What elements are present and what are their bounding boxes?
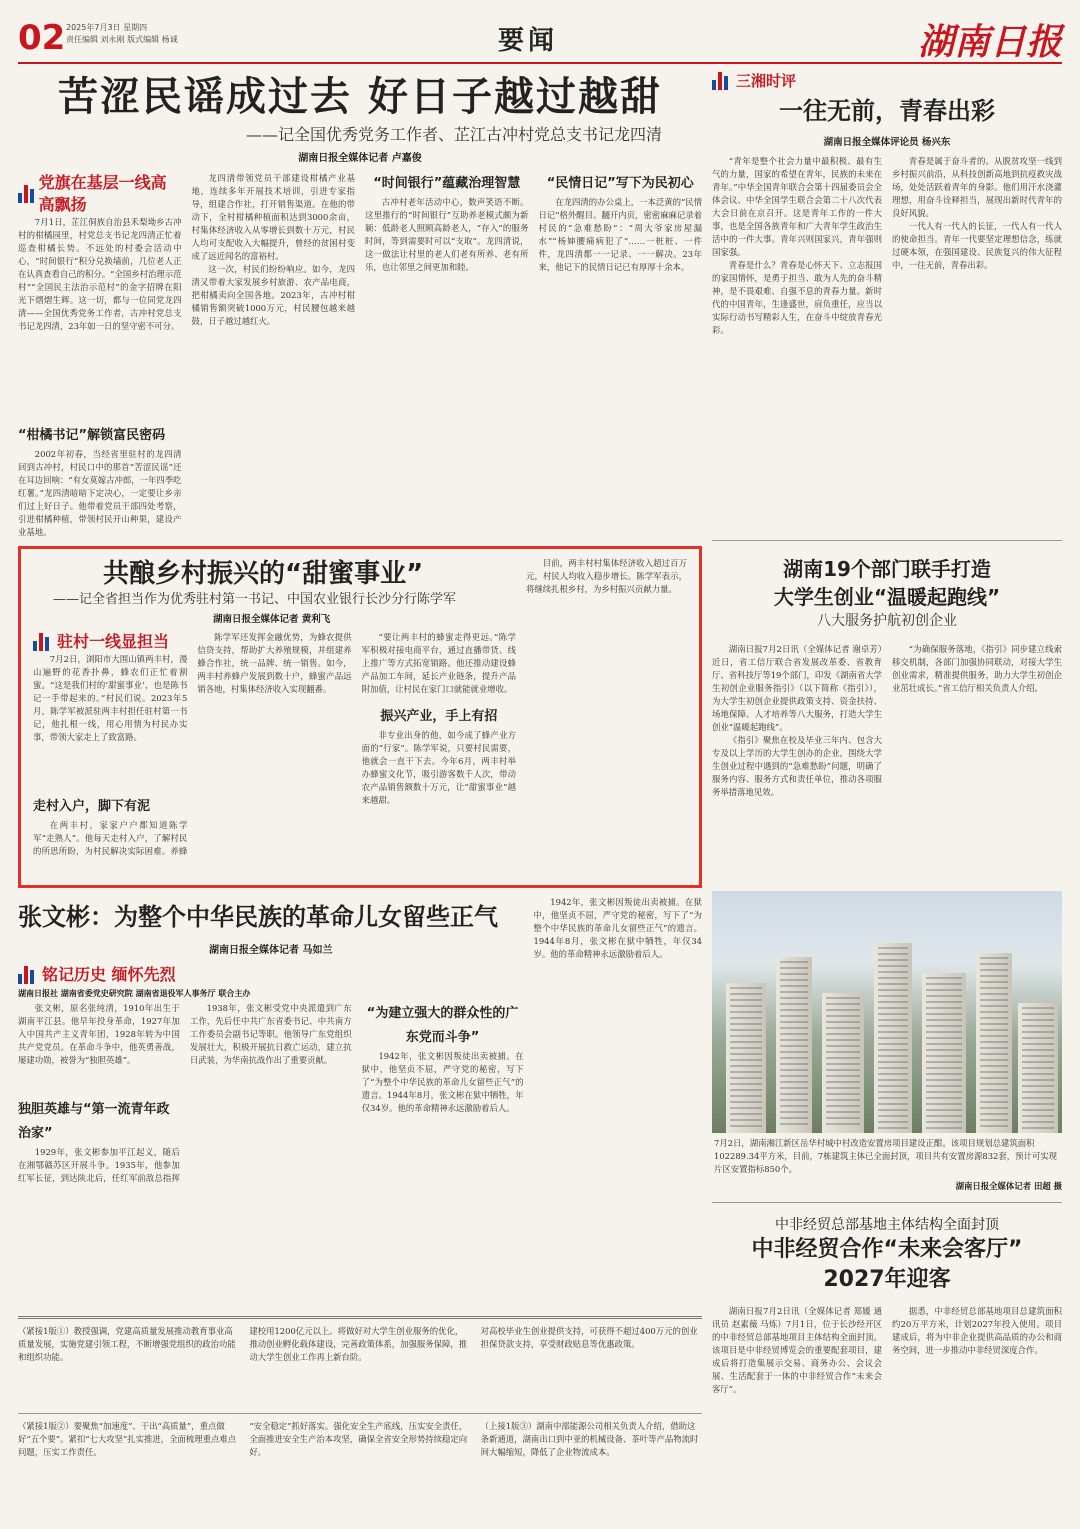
tag-label: 党旗在基层一线高高飘扬 (38, 173, 167, 214)
party-flag-icon (18, 185, 33, 203)
article-china-africa (712, 1203, 1062, 1455)
page-meta (66, 22, 178, 46)
subhead: 独胆英雄与“第一流青年政治家” (18, 1102, 170, 1141)
body-text: 1942年，张文彬因叛徒出卖被捕。在狱中，他坚贞不屈，严守党的秘密，写下了“为整个中华民族的革命儿女留些正气”的遗言。1944年8月，张文彬在狱中牺牲，年仅34岁。他的革命精神永远激励着后人。 (533, 897, 702, 959)
commentary-byline: 湖南日报全媒体评论员 杨兴东 (823, 137, 951, 148)
section-tag (18, 964, 524, 986)
photo-credit: 湖南日报全媒体记者 田超 摄 (955, 1181, 1062, 1191)
headline: 苦涩民谣成过去 好日子越过越甜 (58, 74, 662, 120)
headline: 大学生创业“温暖起跑线” (773, 585, 1001, 609)
body-column-3 (365, 172, 529, 544)
body-text: 青春是属于奋斗者的。从脱贫攻坚一线到乡村振兴前沿，从科技创新高地到抗疫救灾战场，处处活跃着青年的身影。他们用汗水浇灌理想，用奋斗诠释担当，展现出新时代青年的良好风貌。 一代人有一代人的长征，一代人有一代人的使命担当。青年一代要坚定理想信念，练就过硬本领，在强国建设、民族复兴的伟大征程中，一往无前，青春出彩。 (892, 156, 1062, 270)
article-zhangwenbin (18, 896, 702, 1183)
jumps-section (18, 1316, 702, 1514)
subhead: “柑橘书记”解锁富民密码 (18, 428, 166, 443)
body-column-4 (539, 172, 703, 544)
commentary (712, 70, 1062, 540)
body-column-4 (526, 557, 687, 877)
body-text: 非专业出身的他，如今成了蜂产业方面的“行家”。陈学军说，只要村民需要，他就会一直干下去。今年6月，两丰村举办蜂蜜文化节，吸引游客数千人次，带动农产品销售额数十万元，让“甜蜜事业”越来越甜。 (361, 730, 516, 805)
right-column (712, 70, 1062, 1455)
kicker: 中非经贸总部基地主体结构全面封顶 (775, 1217, 999, 1233)
headline: 湖南19个部门联手打造 (783, 557, 991, 581)
page-number: 02 (18, 18, 66, 58)
body-column-1 (18, 172, 182, 544)
headline: 2027年迎客 (823, 1267, 951, 1292)
jump-text: （紧接1版①）教授强调，党建高质量发展推动教育事业高质量发展，实施党建引领工程，不断增强党组织的政治功能和组织功能。 (18, 1326, 236, 1362)
byline: 湖南日报全媒体记者 卢嘉俊 (298, 153, 422, 164)
article-body (18, 172, 702, 537)
body-text: 在两丰村，家家户户都知道陈学军“走熟人”。他每天走村入户，了解村民的所思所盼，为村民解决实际困难。养蜂 (33, 820, 188, 856)
tag-label: 铭记历史 缅怀先烈 (42, 965, 176, 984)
building (1018, 1003, 1058, 1133)
body-text: 古冲村老年活动中心，数声笑语不断。这里推行的“时间银行”互助养老模式颇为新颖：低龄老人照顾高龄老人，“存入”的服务时间，等到需要时可以“支取”。龙四清说，这一做法让村里的老人们老有所养、老有所乐，也让邻里之间更加和睦。 (365, 197, 529, 272)
body-text: 据悉，中非经贸总部基地项目总建筑面积约20万平方米，计划2027年投入使用。项目建成后，将为中非企业提供高品质的办公和商务空间，进一步推动中非经贸深度合作。 (892, 1306, 1062, 1355)
body-text: 张文彬，原名张纯清，1910年出生于湖南平江县。他早年投身革命，1927年加入中国共产主义青年团，1928年转为中国共产党党员。在革命斗争中，他英勇善战，屡建功勋，被誉为“独胆英雄”。 (18, 1003, 180, 1065)
body-text: 湖南日报7月2日讯（全媒体记者 郑媛 通讯员 赵素薇 马炼）7月1日，位于长沙经开区的中非经贸总部基地项目主体结构全面封顶。该项目是中非经贸博览会的重要配套项目，建成后将打造集展示交易、商务办公、会议会展、生活配套于一体的中非经贸合作“未来会客厅”。 (712, 1306, 882, 1394)
body-text: 1938年，张文彬受党中央派遣到广东工作，先后任中共广东省委书记、中共南方工作委员会副书记等职。他领导广东党组织发展壮大，积极开展抗日救亡运动，建立抗日武装，为华南抗战作出了重要贡献。 (189, 1003, 352, 1065)
headline: 中非经贸合作“未来会客厅” (751, 1237, 1023, 1262)
tag-label: 三湘时评 (736, 72, 797, 90)
article-chenxuejun (18, 546, 702, 888)
date-line: 2025年7月3日 星期四 (66, 23, 148, 32)
building (726, 983, 766, 1133)
subhead: “时间银行”蕴藏治理智慧 (373, 176, 521, 191)
subhead: “为建立强大的群众性的广东党而斗争” (366, 1006, 519, 1045)
editors-line: 责任编辑 刘永刚 版式编辑 杨诚 (66, 35, 178, 44)
subtitle: ——记全省担当作为优秀驻村第一书记、中国农业银行长沙分行陈学军 (53, 592, 457, 607)
building (822, 993, 864, 1133)
building (922, 973, 966, 1133)
body-text: “青年是整个社会力量中最积极、最有生气的力量，国家的希望在青年，民族的未来在青年。”中华全国青年联合会第十四届委员会全体会议、中华全国学生联合会第二十八次代表大会日前在京召开。这是青年工作的一件大事，也是全国各族青年和广大青年学生政治生活中的一件大事。青年兴则国家兴，青年强则国家强。 青春是什么？青春是心怀天下、立志报国的家国情怀，是勇于担当、敢为人先的奋斗精神，是不畏艰难、自强不息的青春力量。新时代的中国青年，生逢盛世，肩负重任，应当以实际行动书写精彩人生，在奋斗中绽放青春光彩。 (712, 156, 882, 335)
party-flag-icon (18, 966, 36, 984)
body-text: “要让两丰村的蜂蜜走得更远。”陈学军积极对接电商平台，通过直播带货、线上推广等方式拓宽销路。他还推动建设蜂产品加工车间，延长产业链条，提升产品附加值，让村民在家门口就能就业增收。 (361, 632, 516, 694)
building (776, 957, 812, 1133)
body-text: 目前，两丰村村集体经济收入超过百万元，村民人均收入稳步增长。陈学军表示，将继续扎根乡村，为乡村振兴贡献力量。 (526, 558, 687, 594)
paper-logo: 湖南日报 (917, 21, 1062, 63)
article-longsiqing (18, 70, 702, 537)
building (874, 943, 912, 1133)
jump-text: 对高校毕业生创业提供支持，可获得不超过400万元的创业担保贷款支持，享受财政贴息等优惠政策。 (480, 1326, 698, 1349)
body-column-2 (197, 631, 351, 863)
section-tag (33, 631, 187, 653)
subhead: “民情日记”写下为民初心 (546, 176, 694, 191)
jump-text: 建校用1200亿元以上。将做好对大学生创业服务的优化，推动创业孵化载体建设，完善政策体系，加强服务保障，推动大学生创业工作再上新台阶。 (249, 1326, 468, 1362)
byline: 湖南日报全媒体记者 马如兰 (209, 945, 333, 956)
subtitle: ——记全国优秀党务工作者、芷江古冲村党总支书记龙四清 (245, 125, 662, 144)
credit-line: 湖南日报社 湖南省委党史研究院 湖南省退役军人事务厅 联合主办 (18, 989, 251, 998)
party-flag-icon (33, 633, 51, 651)
byline: 湖南日报全媒体记者 黄利飞 (213, 614, 331, 625)
subhead: 振兴产业，手上有招 (380, 709, 498, 724)
party-flag-icon (712, 72, 730, 90)
masthead (18, 12, 1062, 64)
headline: 张文彬：为整个中华民族的革命儿女留些正气 (18, 903, 498, 931)
body-column-1 (33, 631, 187, 863)
left-column (18, 70, 702, 537)
body-text: 陈学军还发挥金融优势，为蜂农提供信贷支持，帮助扩大养殖规模，并组建养蜂合作社，统一品牌、统一销售。如今，两丰村养蜂户发展到数十户，蜂蜜产品远销各地，村集体经济收入实现翻番。 (197, 632, 352, 694)
body-column-3 (362, 631, 516, 863)
body-text: 湖南日报7月2日讯（全媒体记者 谢卓芳）近日，省工信厅联合省发展改革委、省教育厅、省科技厅等19个部门，印发《湖南省大学生初创企业服务指引》（以下简称《指引》），为大学生初创企业提供政策支持、资金扶持、场地保障、人才培养等八大服务，打造大学生创业“温暖起跑线”。 《指引》聚焦在校及毕业三年内、包含大专及以上学历的大学生创办的企业，围绕大学生创业过程中遇到的“急难愁盼”问题，明确了服务内容、服务方式和责任单位，推动各项服务举措落地见效。 (712, 644, 882, 797)
subhead: 走村入户，脚下有泥 (33, 799, 151, 814)
subtitle: 八大服务护航初创企业 (817, 613, 957, 629)
body-text: “为确保服务落地，《指引》同步建立线索移交机制，各部门加强协同联动，对接大学生创业需求，精准提供服务，助力大学生初创企业茁壮成长。”省工信厅相关负责人介绍。 (892, 644, 1062, 693)
section-tag (18, 172, 182, 216)
jump-text: （上接1版③）湖南中部能源公司相关负责人介绍，借助这条新通道，湖南出口到中亚的机械设备、茶叶等产品物流时间大幅缩短，降低了企业物流成本。 (480, 1421, 699, 1457)
body-text: 7月2日，浏阳市大围山镇两丰村，漫山遍野的花香扑鼻，蜂农们正忙着割蜜。“这是我们村的‘甜蜜事业’，也是陈书记一手带起来的。”村民们说。2023年5月，陈学军被派驻两丰村担任驻村第一书记，他扎根一线，用心用情为村民办实事，带领大家走上了致富路。 (33, 654, 188, 742)
building (976, 953, 1012, 1133)
body-text: 在龙四清的办公桌上，一本泛黄的“民情日记”格外醒目。翻开内页，密密麻麻记录着村民的“急难愁盼”：“周大爷家房屋漏水”“杨婶腰痛病犯了”……一桩桩、一件件，龙四清都一一记录、一一解决。23年来，他记下的民情日记已有厚厚十余本。 (538, 197, 702, 272)
body-text: 2002年初春，当经省里驻村的龙四清回到古冲村，村民口中的那首“苦涩民谣”还在耳边回响：“有女莫嫁古冲郎，一年四季吃红薯。”龙四清暗暗下定决心，一定要让乡亲们过上好日子。他带着党员干部四处考察，引进柑橘种植，带领村民开山种果，建设产业基地。 (18, 449, 182, 537)
article-student-startup (712, 541, 1062, 891)
commentary-title: 一往无前，青春出彩 (779, 97, 995, 125)
body-column-2 (192, 172, 356, 544)
section-name: 要闻 (498, 26, 559, 56)
jump-text: “安全稳定”抓好落实。强化安全生产底线，压实安全责任，全面推进安全生产治本攻坚，确保全省安全形势持续稳定向好。 (249, 1421, 468, 1457)
photo-caption: 7月2日，湖南湘江新区岳华村城中村改造安置房项目建设正酣。该项目规划总建筑面积102289.34平方米，目前，7栋建筑主体已全面封顶，项目共有安置房源832套，预计可实现片区安置指标850个。 (714, 1138, 1057, 1174)
tag-label: 驻村一线显担当 (57, 632, 170, 651)
construction-photo (712, 891, 1062, 1133)
headline: 共酿乡村振兴的“甜蜜事业” (103, 559, 424, 589)
jump-text: （紧接1版②）要聚焦“加速度”、干出“高质量”，重点做好“五个要”。紧扣“七大攻坚”扎实推进，全面梳理重点难点问题，压实工作责任。 (18, 1421, 237, 1457)
body-text: 1942年，张文彬因叛徒出卖被捕。在狱中，他坚贞不屈，严守党的秘密，写下了“为整个中华民族的革命儿女留些正气”的遗言。1944年8月，张文彬在狱中牺牲，年仅34岁。他的革命精神永远激励着后人。 (361, 1051, 524, 1113)
commentary-tag (712, 70, 1062, 91)
body-text: 龙四清带领党员干部建设柑橘产业基地，连续多年开展技术培训，引进专家指导，组建合作社，打开销售渠道。在他的带动下，全村柑橘种植面积达到3000余亩，村集体经济收入从零增长到数十万元，村民人均可支配收入大幅提升，曾经的贫困村变成了远近闻名的富裕村。 这一次，村民们纷纷响应。如今，龙四清又带着大家发展乡村旅游、农产品电商，把柑橘卖向全国各地。2023年，古冲村柑橘销售额突破1000万元，村民腰包越来越鼓，日子越过越红火。 (191, 173, 355, 326)
body-text: 7月1日，芷江侗族自治县禾梨坳乡古冲村的柑橘园里，村党总支书记龙四清正忙着巡查柑橘长势。不远处的村委会活动中心，“时间银行”积分兑换墙前，几位老人正在认真查看自己的积分。“全国乡村治理示范村”“全国民主法治示范村”的金字招牌在阳光下熠熠生辉。这一切，都与一位同党龙四清——全国优秀党务工作者，古冲村党总支书记龙四清，23年如一日的坚守密不可分。 (18, 217, 182, 331)
body-text: 1929年，张文彬参加平江起义，随后在湘鄂赣苏区开展斗争。1935年，他参加红军长征，到达陕北后，任红军前敌总指挥 (18, 1147, 180, 1183)
